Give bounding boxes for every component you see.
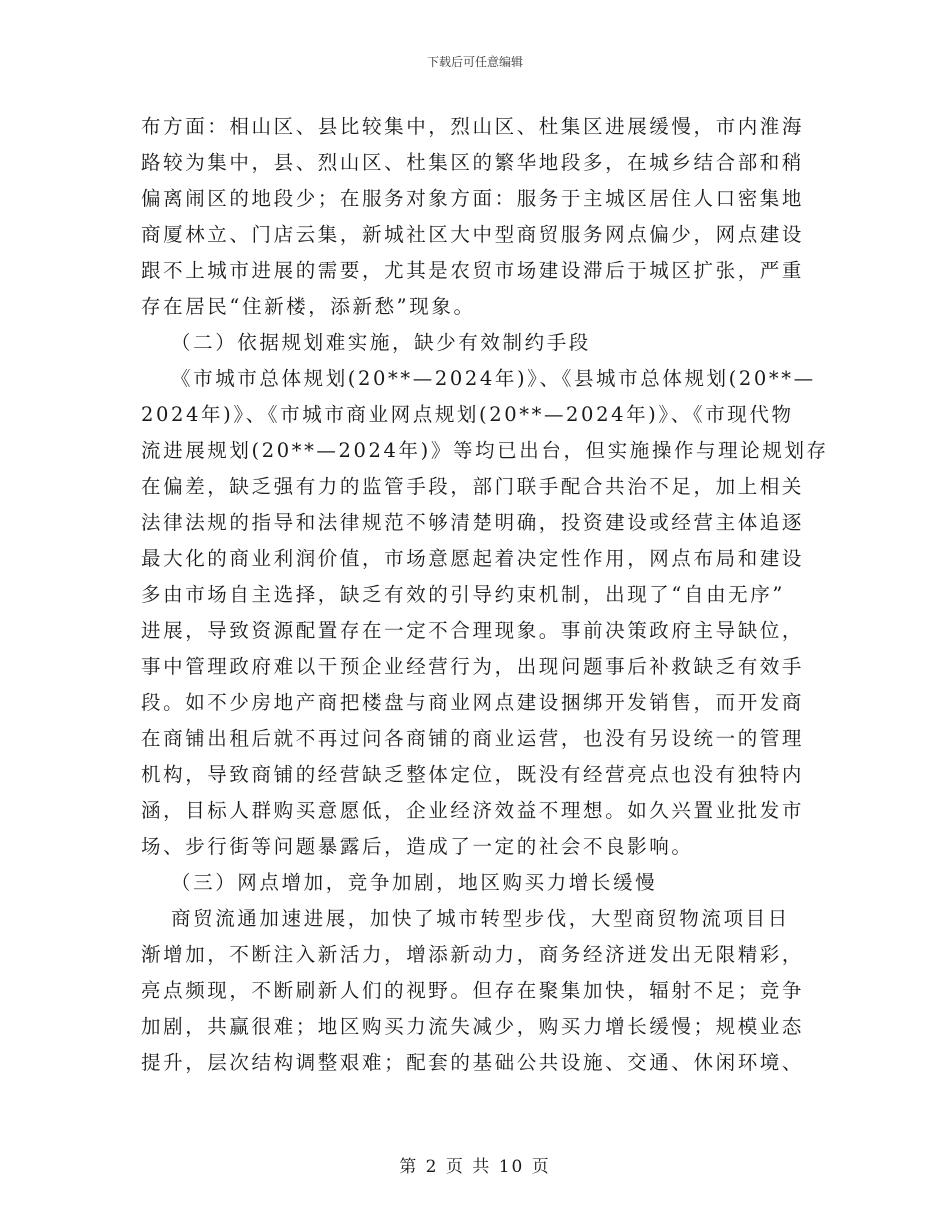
page-header: 下载后可任意编辑 <box>426 55 523 69</box>
text-line: 商厦林立、门店云集，新城社区大中型商贸服务网点偏少，网点建设 <box>141 223 805 246</box>
text-line: 事中管理政府难以干预企业经营行为，出现问题事后补救缺乏有效手 <box>141 655 805 678</box>
text-line: 加剧，共赢很难；地区购买力流失减少，购买力增长缓慢；规模业态 <box>141 1015 805 1038</box>
section-heading-3: （三）网点增加，竞争加剧，地区购买力增长缓慢 <box>171 871 658 894</box>
text-line: 涵，目标人群购买意愿低，企业经济效益不理想。如久兴置业批发市 <box>141 799 805 822</box>
section-heading-2: （二）依据规划难实施，缺少有效制约手段 <box>171 331 591 354</box>
text-line: 多由市场自主选择，缺乏有效的引导约束机制，出现了“自由无序” <box>141 583 785 606</box>
text-line: 提升，层次结构调整艰难；配套的基础公共设施、交通、休闲环境、 <box>141 1051 805 1074</box>
text-line: 商贸流通加速进展，加快了城市转型步伐，大型商贸物流项目日 <box>171 907 790 930</box>
text-line: 在商铺出租后就不再过问各商铺的商业运营，也没有另设统一的管理 <box>141 727 805 750</box>
text-line: 存在居民“住新楼，添新愁”现象。 <box>141 295 476 318</box>
text-line: 段。如不少房地产商把楼盘与商业网点建设捆绑开发销售，而开发商 <box>141 691 805 714</box>
text-line: 布方面：相山区、县比较集中，烈山区、杜集区进展缓慢，市内淮海 <box>141 115 805 138</box>
text-line: 《市城市总体规划(20**—2024年)》、《县城市总体规划(20**— <box>171 367 816 390</box>
text-line: 亮点频现，不断刷新人们的视野。但存在聚集加快，辐射不足；竞争 <box>141 979 805 1002</box>
text-line: 路较为集中，县、烈山区、杜集区的繁华地段多，在城乡结合部和稍 <box>141 151 805 174</box>
text-line: 机构，导致商铺的经营缺乏整体定位，既没有经营亮点也没有独特内 <box>141 763 805 786</box>
page-footer: 第 2 页 共 10 页 <box>399 1157 551 1177</box>
text-line: 流进展规划(20**—2024年)》等均已出台，但实施操作与理论规划存 <box>141 439 829 462</box>
text-line: 2024年)》、《市城市商业网点规划(20**—2024年)》、《市现代物 <box>141 403 794 426</box>
text-line: 在偏差，缺乏强有力的监管手段，部门联手配合共治不足，加上相关 <box>141 475 805 498</box>
text-line: 最大化的商业利润价值，市场意愿起着决定性作用，网点布局和建设 <box>141 547 805 570</box>
text-line: 偏离闹区的地段少；在服务对象方面：服务于主城区居住人口密集地 <box>141 187 805 210</box>
text-line: 场、步行街等问题暴露后，造成了一定的社会不良影响。 <box>141 835 694 858</box>
text-line: 跟不上城市进展的需要，尤其是农贸市场建设滞后于城区扩张，严重 <box>141 259 805 282</box>
text-line: 法律法规的指导和法律规范不够清楚明确，投资建设或经营主体追逐 <box>141 511 805 534</box>
body-text <box>141 109 829 1081</box>
text-line: 渐增加，不断注入新活力，增添新动力，商务经济迸发出无限精彩， <box>141 943 805 966</box>
text-line: 进展，导致资源配置存在一定不合理现象。事前决策政府主导缺位， <box>141 619 805 642</box>
